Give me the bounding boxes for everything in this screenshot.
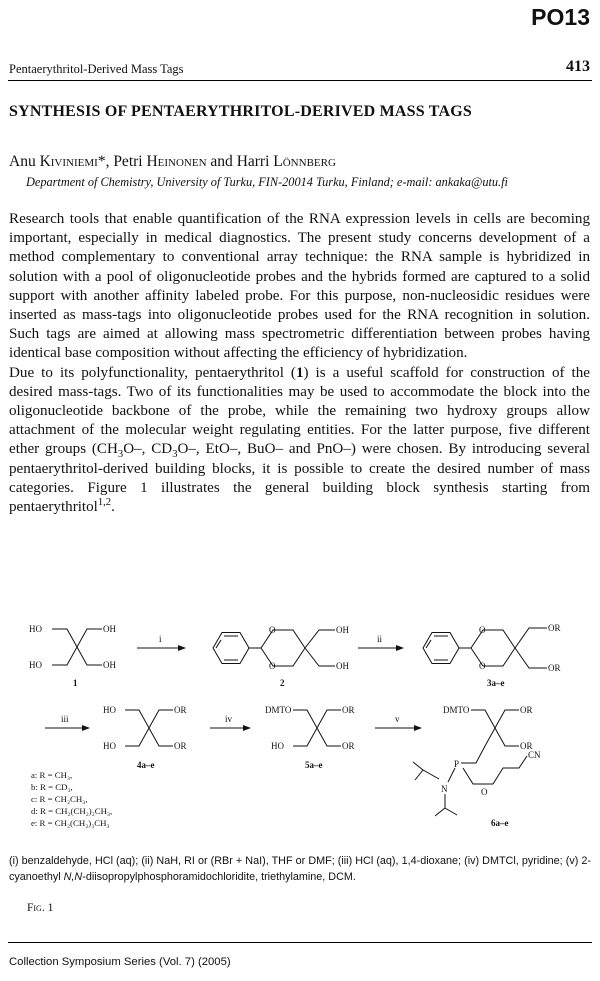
cpd3-o-top: O <box>479 625 486 635</box>
p2-text-c: O–, CD <box>123 441 173 458</box>
r-group-a: a: R = CH₃, <box>31 770 73 780</box>
cpd6-p-n-bond <box>448 768 455 782</box>
cpd5-or-bottom: OR <box>342 741 355 751</box>
p2-text-d: O–, EtO–, BuO– and PnO–) were chosen. By introducing several pentaerythritol-derived building blocks, it is possible to create the desired number of mass categories. Figure 1 illustrates the general building block synthesis starting from pentaerythritol <box>9 441 590 516</box>
cpd5-bonds-bottom <box>293 728 341 746</box>
caption-text-2: -diisopropylphosphoramidochloridite, triethylamine, DCM. <box>82 871 356 883</box>
cpd3-arm-top <box>515 628 547 648</box>
r-group-c: c: R = CH₂CH₃, <box>31 794 88 804</box>
cpd3-or-bottom: OR <box>548 663 561 673</box>
cpd-label-6: 6a–e <box>491 818 509 828</box>
cpd1-ho-top: HO <box>29 624 42 634</box>
cpd-label-1: 1 <box>73 678 78 688</box>
cpd5-or-top: OR <box>342 705 355 715</box>
paragraph-2 <box>9 364 590 518</box>
r-group-b: b: R = CD₃, <box>31 782 73 792</box>
caption-text-1: (i) benzaldehyde, HCl (aq); (ii) NaH, RI or (RBr + NaI), THF or DMF; (iii) HCl (aq), 1,4-dioxane; (iv) DMTCl, pyridine; (v) 2-cyanoethyl <box>9 855 591 883</box>
author-2-last: Heinonen <box>146 153 207 170</box>
cpd2-o-bottom: O <box>269 661 276 671</box>
author-1-mark: *, <box>97 153 114 170</box>
p2-text-b: ) is a useful scaffold for construction of the desired mass-tags. Two of its functionalities may be used to accommodate the block into the oligonucleotide backbone of the probe, while the remaining two hydroxy groups allow attachment of the molecular weight regulating entities. For the latter purpose, five different ether groups (CH <box>9 364 591 458</box>
cpd6-or-bottom: OR <box>520 741 533 751</box>
cpd-label-5: 5a–e <box>305 760 323 770</box>
page-code: PO13 <box>531 4 590 30</box>
caption-italic: N,N <box>63 871 83 883</box>
cpd6-isopropyl-2b <box>445 808 457 815</box>
cpd6-bonds-top <box>471 710 519 728</box>
cpd5-ho: HO <box>271 741 284 751</box>
paragraph-1: Research tools that enable quantification of the RNA expression levels in cells are becoming important, especially in medical diagnostics. The present study concerns development of a method complementary to conventional array technique: the RNA sample is hybridized in solution with a pool of oligonucleotide probes and the hybrids formed are captured to a solid support with another affinity labeled probe. For this purpose, non-nucleosidic residues were inserted as mass-tags into oligonucleotide probes used for the RNA recognition in solution. Such tags are aimed at allowing mass spectrometric differentiation between probes having identical base composition without affecting the efficiency of hybridization. <box>9 211 590 362</box>
cpd3-o-bottom: O <box>479 661 486 671</box>
step-iii-label: iii <box>61 714 69 724</box>
cpd4-or-top: OR <box>174 705 187 715</box>
cpd3-dioxane-ring <box>471 630 515 666</box>
footer-rule <box>8 942 592 943</box>
cpd6-nitrogen: N <box>441 784 448 794</box>
author-3-first: Harri <box>236 153 274 170</box>
cpd6-or-top: OR <box>520 705 533 715</box>
citation-ref: 1,2 <box>97 497 112 509</box>
cpd1-oh-bottom: OH <box>103 660 116 670</box>
cpd2-dioxane-ring <box>261 630 305 666</box>
cpd1-oh-top: OH <box>103 624 116 634</box>
compound-ref: 1 <box>295 364 304 381</box>
step-ii-label: ii <box>377 634 383 644</box>
cpd4-bonds-top <box>125 710 173 728</box>
cpd6-dmto: DMTO <box>443 705 470 715</box>
cpd6-nitrile: CN <box>528 750 541 760</box>
cpd5-dmto: DMTO <box>265 705 292 715</box>
running-head: Pentaerythritol-Derived Mass Tags <box>9 62 184 76</box>
cpd2-o-top: O <box>269 625 276 635</box>
cpd6-isopropyl-1 <box>415 770 439 780</box>
p2-text-e: . <box>111 499 115 516</box>
abstract-body <box>9 210 590 517</box>
cpd6-phosphorus: P <box>454 759 460 769</box>
cpd-label-4: 4a–e <box>137 760 155 770</box>
author-1-last: Kiviniemi <box>39 153 98 170</box>
cpd6-oxygen: O <box>481 787 488 797</box>
figure-caption <box>9 853 591 885</box>
cpd4-ho-bottom: HO <box>103 741 116 751</box>
author-and: and <box>206 153 237 170</box>
cpd2-arm-bottom <box>305 648 335 666</box>
figure-label: Fig. 1 <box>27 902 54 914</box>
cpd4-bonds-bottom <box>125 728 173 746</box>
cpd1-ho-bottom: HO <box>29 660 42 670</box>
p2-sub-2: 3 <box>172 449 178 461</box>
step-v-label: v <box>395 714 400 724</box>
p2-text-a: Due to its polyfunctionality, pentaerythritol ( <box>9 364 296 381</box>
author-3-last: Lönnberg <box>273 153 336 170</box>
cpd6-o-p-bond <box>461 728 495 763</box>
cpd-label-2: 2 <box>280 678 285 688</box>
header-rule <box>8 80 592 81</box>
cpd4-or-bottom: OR <box>174 741 187 751</box>
cpd2-oh-top: OH <box>336 625 349 635</box>
step-iv-label: iv <box>225 714 233 724</box>
cpd1-bonds-top <box>52 629 102 647</box>
author-1-first: Anu <box>9 153 40 170</box>
cpd6-cyanoethyl-chain <box>463 756 527 784</box>
cpd6-isopropyl-2 <box>435 794 445 816</box>
author-line <box>9 153 336 171</box>
author-2-first: Petri <box>113 153 147 170</box>
cpd4-ho-top: HO <box>103 705 116 715</box>
cpd2-oh-bottom: OH <box>336 661 349 671</box>
cpd3-phenyl-ring <box>423 633 459 664</box>
page-number: 413 <box>566 58 590 75</box>
cpd5-bonds-top <box>293 710 341 728</box>
r-group-d: d: R = CH₂(CH₂)₂CH₃, <box>31 806 113 816</box>
affiliation: Department of Chemistry, University of Turku, FIN-20014 Turku, Finland; e-mail: ankaka@utu.fi <box>26 175 508 189</box>
cpd6-bond-right <box>495 728 519 746</box>
cpd6-isopropyl-1b <box>413 762 423 770</box>
cpd3-or-top: OR <box>548 623 561 633</box>
footer-text: Collection Symposium Series (Vol. 7) (2005) <box>9 956 231 968</box>
cpd1-bonds-bottom <box>52 647 102 665</box>
cpd2-phenyl-ring <box>213 633 249 664</box>
cpd-label-3: 3a–e <box>487 678 505 688</box>
r-group-e: e: R = CH₂(CH₂)₃CH₃ <box>31 818 110 828</box>
step-i-label: i <box>159 634 162 644</box>
cpd2-arm-top <box>305 630 335 648</box>
cpd3-arm-bottom <box>515 648 547 668</box>
p2-sub-1: 3 <box>117 449 124 461</box>
synthesis-scheme <box>25 612 585 847</box>
paper-title: SYNTHESIS OF PENTAERYTHRITOL-DERIVED MASS TAGS <box>9 103 472 120</box>
